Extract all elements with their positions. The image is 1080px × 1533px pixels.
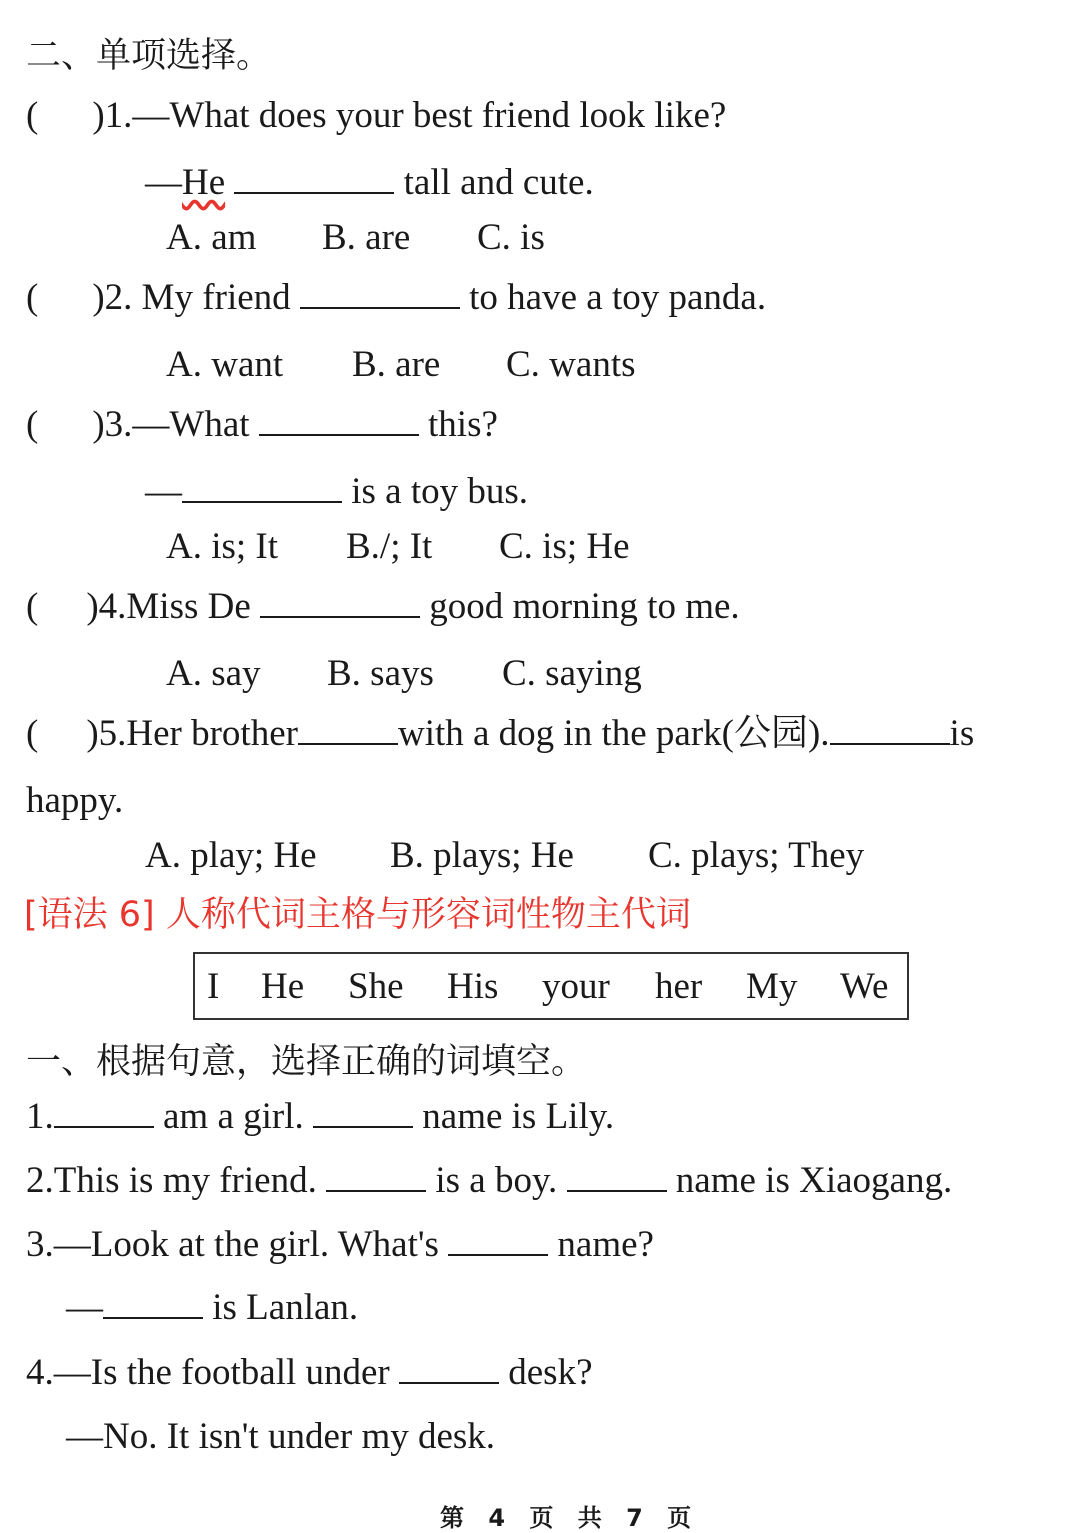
question-3-stem: ( )3.—What this? [26, 404, 498, 445]
blank[interactable] [448, 1224, 548, 1256]
option-b[interactable]: B. plays; He [390, 835, 574, 876]
blank[interactable] [300, 277, 460, 309]
word-bank-item: His [447, 966, 499, 1007]
blank[interactable] [567, 1160, 667, 1192]
question-5-continuation: happy. [26, 780, 124, 821]
question-5-stem: ( )5.Her brother with a dog in the park(公园). is [26, 713, 975, 754]
word-bank-item: her [655, 966, 703, 1007]
option-c[interactable]: C. plays; They [648, 835, 865, 876]
fill-line-2: 2.This is my friend. is a boy. name is Xiaogang. [26, 1160, 953, 1201]
option-b[interactable]: B./; It [346, 526, 433, 567]
fill-line-3: 3.—Look at the girl. What's name? [26, 1224, 654, 1265]
blank[interactable] [326, 1160, 426, 1192]
question-4-stem: ( )4.Miss De good morning to me. [26, 586, 740, 627]
option-c[interactable]: C. wants [506, 344, 636, 385]
word-bank-item: We [840, 966, 889, 1007]
word-bank [193, 952, 909, 1020]
option-a[interactable]: A. want [166, 344, 284, 385]
blank[interactable] [313, 1096, 413, 1128]
word-bank-item: your [542, 966, 610, 1007]
blank[interactable] [234, 162, 394, 194]
option-c[interactable]: C. saying [502, 653, 642, 694]
option-b[interactable]: B. are [352, 344, 441, 385]
word-bank-item: My [746, 966, 798, 1007]
question-3-answer: — is a toy bus. [145, 471, 529, 512]
fill-line-3-answer: — is Lanlan. [66, 1287, 359, 1328]
blank[interactable] [830, 713, 950, 745]
option-a[interactable]: A. am [166, 217, 257, 258]
fill-line-1: 1. am a girl. name is Lily. [26, 1096, 615, 1137]
option-c[interactable]: C. is; He [499, 526, 630, 567]
question-text: )1.—What does your best friend look like? [92, 95, 727, 136]
grammar-heading: [语法 6] 人称代词主格与形容词性物主代词 [24, 895, 691, 935]
option-a[interactable]: A. is; It [166, 526, 279, 567]
word-bank-item: I [207, 966, 220, 1007]
fill-line-4: 4.—Is the football under desk? [26, 1352, 593, 1393]
fill-line-4-answer: —No. It isn't under my desk. [66, 1416, 496, 1457]
blank[interactable] [298, 713, 398, 745]
subject-word: He [182, 162, 226, 203]
option-b[interactable]: B. says [327, 653, 434, 694]
blank[interactable] [260, 586, 420, 618]
word-bank-item: He [261, 966, 305, 1007]
option-c[interactable]: C. is [477, 217, 545, 258]
question-2-stem: ( )2. My friend to have a toy panda. [26, 277, 767, 318]
blank[interactable] [54, 1096, 154, 1128]
blank[interactable] [399, 1352, 499, 1384]
question-1-stem [26, 94, 726, 138]
section2-title: 二、单项选择。 [26, 36, 272, 76]
blank[interactable] [103, 1287, 203, 1319]
blank[interactable] [259, 404, 419, 436]
page-footer: 第 4 页 共 7 页 [440, 1504, 700, 1532]
blank[interactable] [182, 471, 342, 503]
option-a[interactable]: A. say [166, 653, 261, 694]
option-a[interactable]: A. play; He [145, 835, 317, 876]
answer-bracket: ( [26, 95, 39, 136]
section1-title: 一、根据句意，选择正确的词填空。 [26, 1042, 587, 1082]
question-1-answer: —He tall and cute. [145, 162, 594, 203]
option-b[interactable]: B. are [322, 217, 411, 258]
word-bank-item: She [348, 966, 404, 1007]
